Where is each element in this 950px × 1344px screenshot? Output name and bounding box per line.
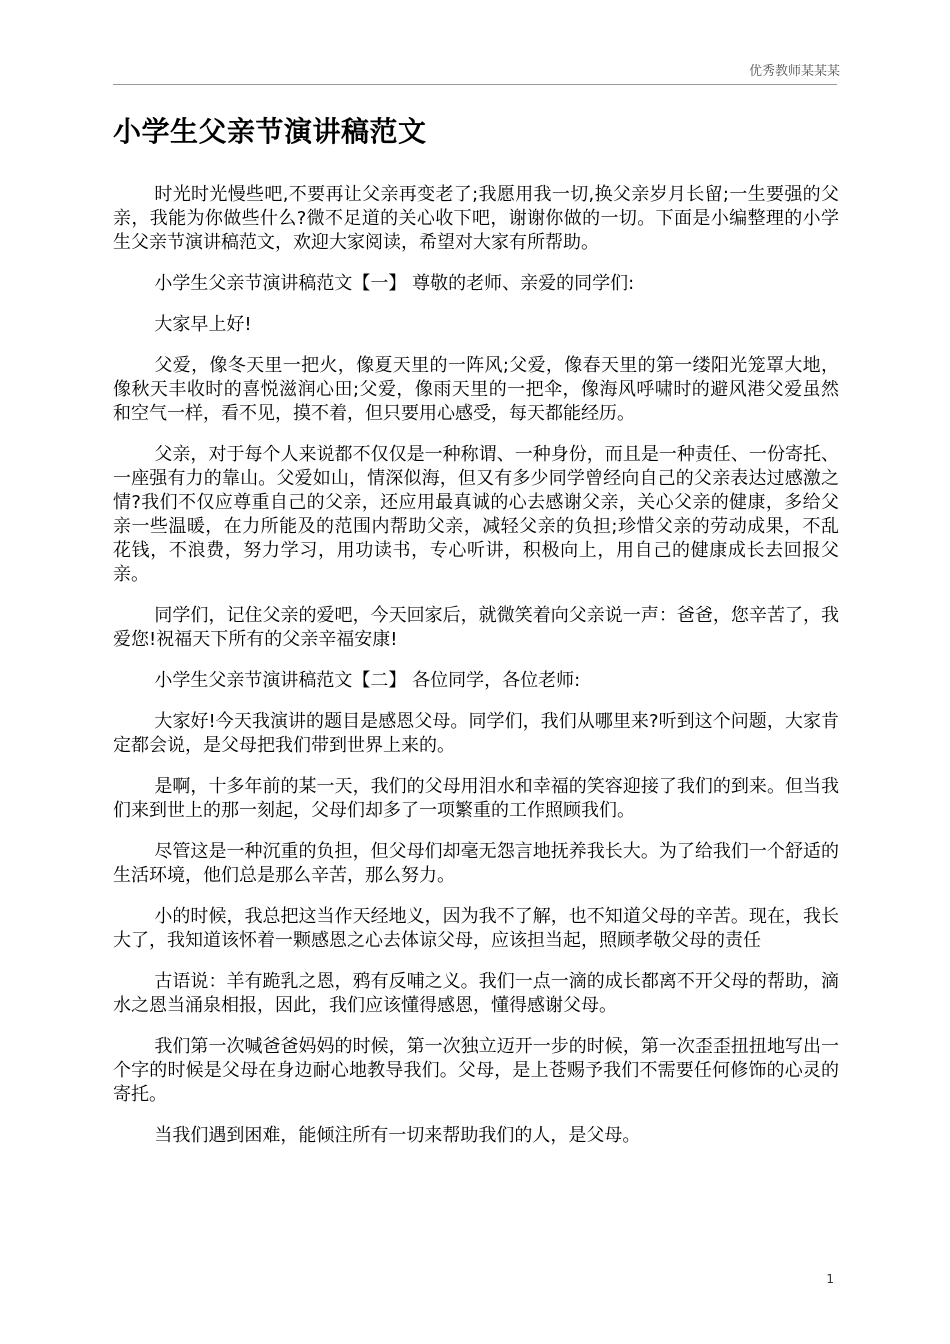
paragraph: 当我们遇到困难，能倾注所有一切来帮助我们的人，是父母。	[154, 1125, 641, 1146]
paragraph: 同学们，记住父亲的爱吧，今天回家后，就微笑着向父亲说一声：爸爸，您辛苦了，我爱您!祝福天下所有的父亲辛福安康!	[113, 605, 839, 650]
paragraph-section-two-heading: 小学生父亲节演讲稿范文【二】 各位同学，各位老师:	[154, 670, 581, 691]
paragraph: 小的时候，我总把这当作天经地义，因为我不了解，也不知道父母的辛苦。现在，我长大了，我知道该怀着一颗感恩之心去体谅父母，应该担当起，照顾孝敬父母的责任	[113, 906, 839, 951]
paragraph: 我们第一次喊爸爸妈妈的时候，第一次独立迈开一步的时候，第一次歪歪扭扭地写出一个字的时候是父母在身边耐心地教导我们。父母，是上苍赐予我们不需要任何修饰的心灵的寄托。	[113, 1036, 839, 1105]
header-author: 优秀教师某某某	[748, 64, 840, 79]
paragraph-intro: 时光时光慢些吧,不要再让父亲再变老了;我愿用我一切,换父亲岁月长留;一生要强的父亲，我能为你做些什么?微不足道的关心收下吧，谢谢你做的一切。下面是小编整理的小学生父亲节演讲稿范文，欢迎大家阅读，希望对大家有所帮助。	[113, 184, 839, 253]
article-body	[113, 183, 839, 1165]
paragraph: 是啊，十多年前的某一天，我们的父母用泪水和幸福的笑容迎接了我们的到来。但当我们来到世上的那一刻起，父母们却多了一项繁重的工作照顾我们。	[113, 776, 839, 821]
paragraph-greeting: 大家早上好!	[154, 314, 252, 335]
paragraph: 父爱，像冬天里一把火，像夏天里的一阵风;父爱，像春天里的第一缕阳光笼罩大地，像秋天丰收时的喜悦滋润心田;父爱，像雨天里的一把伞，像海风呼啸时的避风港父爱虽然和空气一样，看不见，摸不着，但只要用心感受，每天都能经历。	[113, 355, 839, 424]
paragraph: 古语说：羊有跪乳之恩，鸦有反哺之义。我们一点一滴的成长都离不开父母的帮助，滴水之恩当涌泉相报，因此，我们应该懂得感恩，懂得感谢父母。	[113, 971, 839, 1016]
paragraph: 大家好!今天我演讲的题目是感恩父母。同学们，我们从哪里来?听到这个问题，大家肯定都会说，是父母把我们带到世界上来的。	[113, 711, 839, 756]
paragraph-section-one-heading: 小学生父亲节演讲稿范文【一】 尊敬的老师、亲爱的同学们:	[154, 273, 635, 294]
header-divider	[113, 84, 837, 85]
paragraph: 尽管这是一种沉重的负担，但父母们却毫无怨言地抚养我长大。为了给我们一个舒适的生活环境，他们总是那么辛苦，那么努力。	[113, 841, 839, 886]
page-number: 1	[826, 1272, 834, 1286]
paragraph: 父亲，对于每个人来说都不仅仅是一种称谓、一种身份，而且是一种责任、一份寄托、一座强有力的靠山。父爱如山，情深似海，但又有多少同学曾经向自己的父亲表达过感激之情?我们不仅应尊重自己的父亲，还应用最真诚的心去感谢父亲，关心父亲的健康，多给父亲一些温暖，在力所能及的范围内帮助父亲，减轻父亲的负担;珍惜父亲的劳动成果，不乱花钱，不浪费，努力学习，用功读书，专心听讲，积极向上，用自己的健康成长去回报父亲。	[113, 444, 839, 585]
page-title: 小学生父亲节演讲稿范文	[113, 115, 427, 148]
